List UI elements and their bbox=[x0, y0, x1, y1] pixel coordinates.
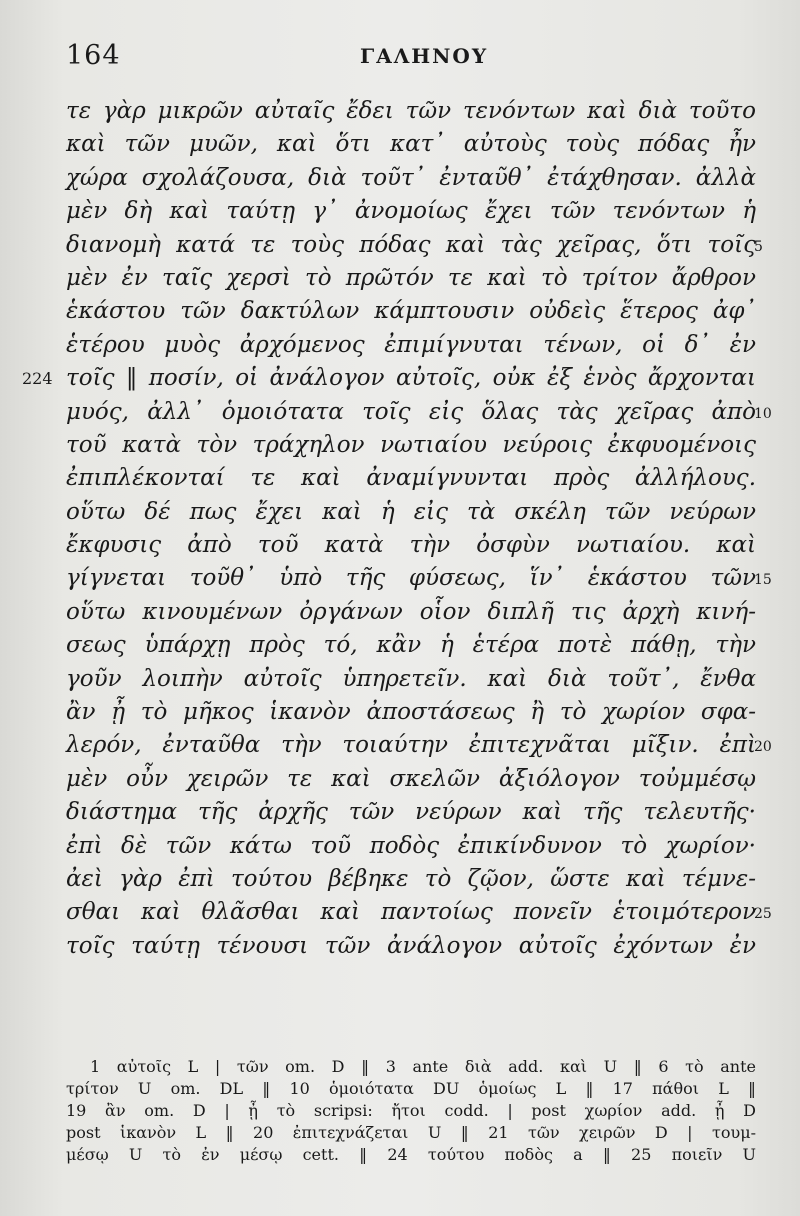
text-line-content: ἔκφυσις ἀπὸ τοῦ κατὰ τὴν ὀσφὺν νωτιαίου. καὶ bbox=[66, 532, 756, 559]
line-number: 20 bbox=[754, 739, 772, 756]
text-line-content: γοῦν λοιπὴν αὐτοῖς ὑπηρετεῖν. καὶ διὰ τοῦτ᾽, ἔνθα bbox=[66, 665, 756, 692]
text-line-content: τοῦ κατὰ τὸν τράχηλον νωτιαίου νεύροις ἐκφυομένοις bbox=[66, 431, 756, 458]
text-line-content: ἐπὶ δὲ τῶν κάτω τοῦ ποδὸς ἐπικίνδυνον τὸ χωρίον· bbox=[66, 832, 756, 859]
line-number: 10 bbox=[754, 405, 772, 422]
text-line-content: ἑκάστου τῶν δακτύλων κάμπτουσιν οὐδεὶς ἕτερος ἀφ᾽ bbox=[66, 298, 756, 325]
text-line bbox=[66, 429, 756, 462]
text-line bbox=[66, 229, 763, 262]
text-line bbox=[66, 396, 772, 429]
text-line bbox=[66, 529, 756, 562]
line-number: 15 bbox=[754, 572, 772, 589]
text-line bbox=[66, 930, 756, 963]
apparatus-line: 19 ἂν om. D | ᾖ τὸ scripsi: ἤτοι codd. | post χωρίον add. ᾖ D bbox=[66, 1101, 756, 1120]
text-line bbox=[66, 95, 756, 128]
text-line bbox=[66, 796, 756, 829]
apparatus-line: μέσῳ U τὸ ἐν μέσῳ cett. ‖ 24 τούτου ποδὸς a ‖ 25 ποιεῖν U bbox=[66, 1145, 756, 1164]
text-line-content: τοῖς ‖ ποσίν, οἱ ἀνάλογον αὐτοῖς, οὐκ ἐξ ἑνὸς ἄρχονται bbox=[66, 365, 756, 392]
line-number: 5 bbox=[754, 238, 763, 255]
apparatus-line: τρίτον U om. DL ‖ 10 ὁμοιότατα DU ὁμοίως L ‖ 17 πάθοι L ‖ bbox=[66, 1079, 756, 1098]
text-line bbox=[66, 462, 756, 495]
running-head: ΓΑΛΗΝΟΥ bbox=[360, 44, 489, 68]
text-line bbox=[66, 128, 756, 161]
critical-apparatus bbox=[66, 1056, 756, 1166]
text-line bbox=[66, 830, 756, 863]
text-line bbox=[66, 262, 756, 295]
text-line bbox=[66, 896, 772, 929]
margin-reference: 224 bbox=[22, 369, 53, 389]
text-line-content: ἂν ᾖ τὸ μῆκος ἱκανὸν ἀποστάσεως ἢ τὸ χωρίον σφα- bbox=[66, 699, 756, 726]
main-text bbox=[22, 95, 772, 963]
text-line-content: διάστημα τῆς ἀρχῆς τῶν νεύρων καὶ τῆς τελευτῆς· bbox=[66, 799, 756, 826]
apparatus-line: post ἱκανὸν L ‖ 20 ἐπιτεχνάζεται U ‖ 21 τῶν χειρῶν D | τουμ- bbox=[66, 1123, 756, 1142]
text-line-content: μὲν ἐν ταῖς χερσὶ τὸ πρῶτόν τε καὶ τὸ τρίτον ἄρθρον bbox=[66, 264, 756, 291]
text-line-content: γίγνεται τοῦθ᾽ ὑπὸ τῆς φύσεως, ἵν᾽ ἑκάστου τῶν bbox=[66, 565, 756, 592]
text-line-content: τε γὰρ μικρῶν αὐταῖς ἔδει τῶν τενόντων καὶ διὰ τοῦτο bbox=[66, 98, 756, 124]
text-line bbox=[66, 663, 756, 696]
page-number: 164 bbox=[66, 40, 121, 71]
page-header bbox=[0, 40, 800, 80]
text-line bbox=[22, 362, 756, 395]
text-line bbox=[66, 863, 756, 896]
text-line-content: οὕτω κινουμένων ὀργάνων οἷον διπλῆ τις ἀρχὴ κινή- bbox=[66, 598, 756, 625]
text-line bbox=[66, 629, 756, 662]
text-line bbox=[66, 562, 772, 595]
text-line-content: τοῖς ταύτῃ τένουσι τῶν ἀνάλογον αὐτοῖς ἐχόντων ἐν bbox=[66, 932, 756, 959]
text-line-content: σεως ὑπάρχῃ πρὸς τό, κἂν ἡ ἑτέρα ποτὲ πάθῃ, τὴν bbox=[66, 632, 756, 659]
text-line-content: οὕτω δέ πως ἔχει καὶ ἡ εἰς τὰ σκέλη τῶν νεύρων bbox=[66, 498, 756, 525]
text-line-content: ἀεὶ γὰρ ἐπὶ τούτου βέβηκε τὸ ζῷον, ὥστε καὶ τέμνε- bbox=[66, 865, 756, 892]
text-line bbox=[66, 763, 756, 796]
text-line bbox=[66, 596, 756, 629]
text-line-content: μὲν οὖν χειρῶν τε καὶ σκελῶν ἀξιόλογον τοὐμμέσῳ bbox=[66, 765, 756, 792]
text-line bbox=[66, 195, 756, 228]
text-line bbox=[66, 729, 772, 762]
text-line-content: ἐπιπλέκονταί τε καὶ ἀναμίγνυνται πρὸς ἀλλήλους. bbox=[66, 465, 756, 492]
text-line-content: μὲν δὴ καὶ ταύτῃ γ᾽ ἀνομοίως ἔχει τῶν τενόντων ἡ bbox=[66, 198, 756, 225]
text-line-content: μυός, ἀλλ᾽ ὁμοιότατα τοῖς εἰς ὅλας τὰς χεῖρας ἀπὸ bbox=[66, 398, 756, 425]
text-line bbox=[66, 496, 756, 529]
text-line bbox=[66, 162, 756, 195]
text-line-content: χώρα σχολάζουσα, διὰ τοῦτ᾽ ἐνταῦθ᾽ ἐτάχθησαν. ἀλλὰ bbox=[66, 164, 756, 191]
text-line-content: διανομὴ κατά τε τοὺς πόδας καὶ τὰς χεῖρας, ὅτι τοῖς bbox=[66, 231, 756, 258]
line-number: 25 bbox=[754, 906, 772, 923]
text-line bbox=[66, 696, 756, 729]
text-line-content: λερόν, ἐνταῦθα τὴν τοιαύτην ἐπιτεχνᾶται μῖξιν. ἐπὶ bbox=[66, 732, 756, 759]
text-line bbox=[66, 295, 756, 328]
text-line-content: ἑτέρου μυὸς ἀρχόμενος ἐπιμίγνυται τένων, οἱ δ᾽ ἐν bbox=[66, 331, 756, 358]
apparatus-line: 1 αὐτοῖς L | τῶν om. D ‖ 3 ante διὰ add. καὶ U ‖ 6 τὸ ante bbox=[90, 1057, 756, 1076]
text-line-content: καὶ τῶν μυῶν, καὶ ὅτι κατ᾽ αὐτοὺς τοὺς πόδας ἦν bbox=[66, 131, 756, 158]
text-line-content: σθαι καὶ θλᾶσθαι καὶ παντοίως πονεῖν ἑτοιμότερον bbox=[66, 899, 756, 926]
text-line bbox=[66, 329, 756, 362]
